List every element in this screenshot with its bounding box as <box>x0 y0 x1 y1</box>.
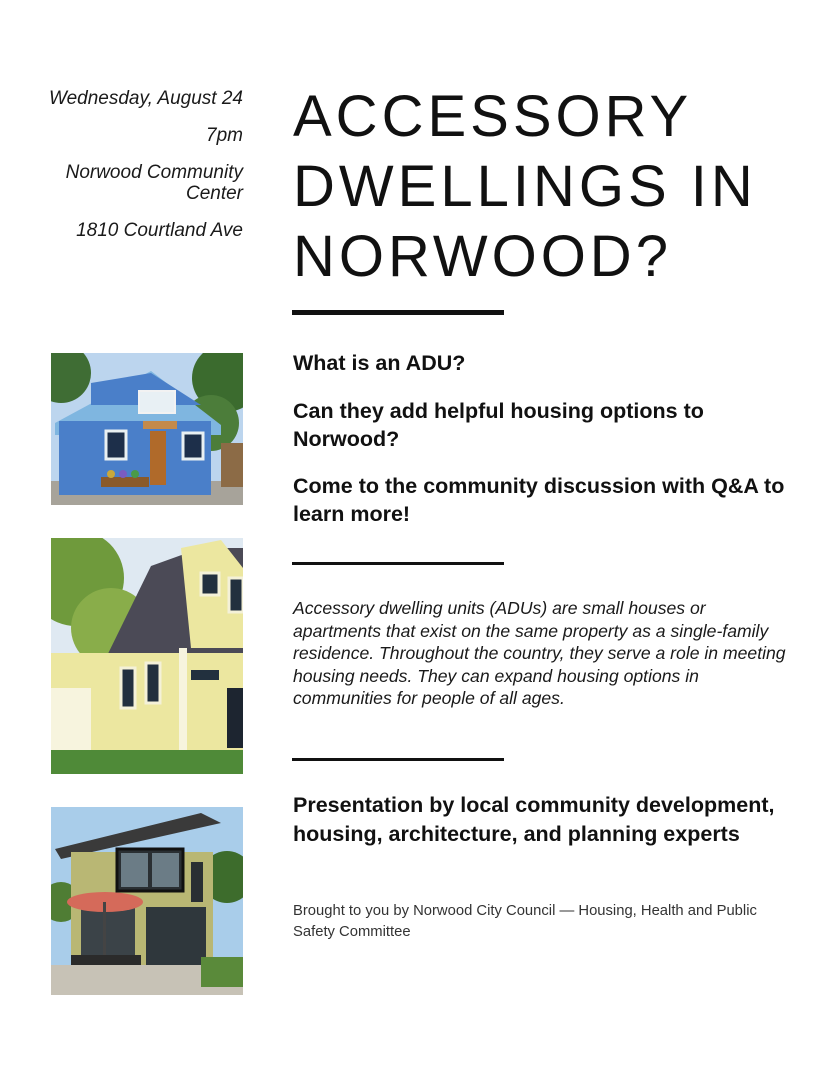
adu-description: Accessory dwelling units (ADUs) are small houses or apartments that exist on the same property as a single-family residence. Throughout the country, they serve a role in meeting housing needs. They can expand housing options in communities for people of all ages. <box>293 598 786 708</box>
divider-middle <box>292 562 504 565</box>
photo-blue-cottage <box>51 353 243 505</box>
presentation-note: Presentation by local community development, housing, architecture, and planning experts <box>293 793 775 846</box>
divider-lower <box>292 758 504 761</box>
event-venue: Norwood Community Center <box>65 162 243 204</box>
event-address: 1810 Courtland Ave <box>76 220 243 241</box>
divider-top <box>292 310 504 315</box>
page-title: ACCESSORY DWELLINGS IN NORWOOD? <box>293 84 757 289</box>
event-time: 7pm <box>206 125 243 146</box>
photo-modern-adu <box>51 807 243 995</box>
question-what-is-adu: What is an ADU? <box>293 351 466 375</box>
question-come-discussion: Come to the community discussion with Q&A to learn more! <box>293 474 785 526</box>
question-housing-options: Can they add helpful housing options to Norwood? <box>293 399 704 451</box>
event-info <box>30 88 243 257</box>
event-date: Wednesday, August 24 <box>49 88 243 109</box>
photo-yellow-house <box>51 538 243 774</box>
credit-line: Brought to you by Norwood City Council — Housing, Health and Public Safety Committee <box>293 903 757 940</box>
